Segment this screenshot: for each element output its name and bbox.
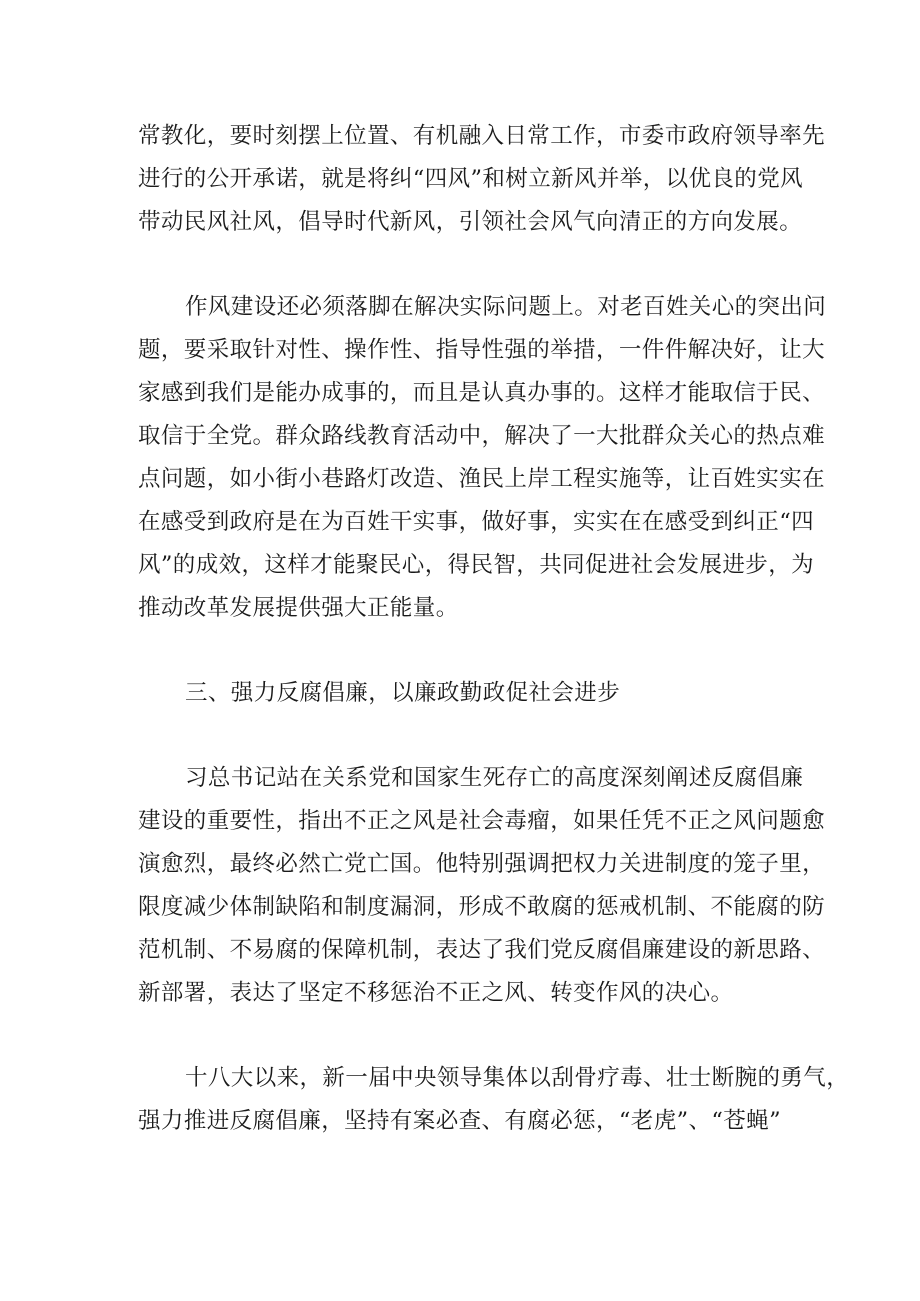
paragraph-2-line-6: 在感受到政府是在为百姓干实事，做好事，实实在在感受到纠正“四 <box>138 509 815 535</box>
section-heading: 三、强力反腐倡廉，以廉政勤政促社会进步 <box>185 680 621 706</box>
paragraph-2-line-5: 点问题，如小街小巷路灯改造、渔民上岸工程实施等，让百姓实实在 <box>138 466 826 492</box>
paragraph-1-line-2: 进行的公开承诺，就是将纠“四风”和树立新风并举，以优良的党风 <box>138 166 804 192</box>
paragraph-3-line-3: 演愈烈，最终必然亡党亡国。他特别强调把权力关进制度的笼子里， <box>138 851 826 877</box>
paragraph-4-line-1: 十八大以来，新一届中央领导集体以刮骨疗毒、壮士断腕的勇气， <box>185 1065 850 1091</box>
paragraph-3-line-2: 建设的重要性，指出不正之风是社会毒瘤，如果任凭不正之风问题愈 <box>138 808 826 834</box>
paragraph-3-line-1: 习总书记站在关系党和国家生死存亡的高度深刻阐述反腐倡廉 <box>185 765 804 791</box>
paragraph-2-line-2: 题，要采取针对性、操作性、指导性强的举措，一件件解决好，让大 <box>138 337 826 363</box>
paragraph-4-line-2: 强力推进反腐倡廉，坚持有案必查、有腐必惩，“老虎”、“苍蝇” <box>138 1108 782 1134</box>
paragraph-1-line-1: 常教化，要时刻摆上位置、有机融入日常工作，市委市政府领导率先 <box>138 123 826 149</box>
paragraph-2-line-3: 家感到我们是能办成事的，而且是认真办事的。这样才能取信于民、 <box>138 380 826 406</box>
paragraph-2-line-7: 风”的成效，这样才能聚民心，得民智，共同促进社会发展进步，为 <box>138 552 815 578</box>
paragraph-2-line-8: 推动改革发展提供强大正能量。 <box>138 595 459 621</box>
paragraph-2-line-4: 取信于全党。群众路线教育活动中，解决了一大批群众关心的热点难 <box>138 423 826 449</box>
paragraph-3-line-6: 新部署，表达了坚定不移惩治不正之风、转变作风的决心。 <box>138 980 734 1006</box>
paragraph-3-line-4: 限度减少体制缺陷和制度漏洞，形成不敢腐的惩戒机制、不能腐的防 <box>138 894 826 920</box>
paragraph-3-line-5: 范机制、不易腐的保障机制，表达了我们党反腐倡廉建设的新思路、 <box>138 937 826 963</box>
paragraph-2-line-1: 作风建设还必须落脚在解决实际问题上。对老百姓关心的突出问 <box>185 294 827 320</box>
paragraph-1-line-3: 带动民风社风，倡导时代新风，引领社会风气向清正的方向发展。 <box>138 209 803 235</box>
